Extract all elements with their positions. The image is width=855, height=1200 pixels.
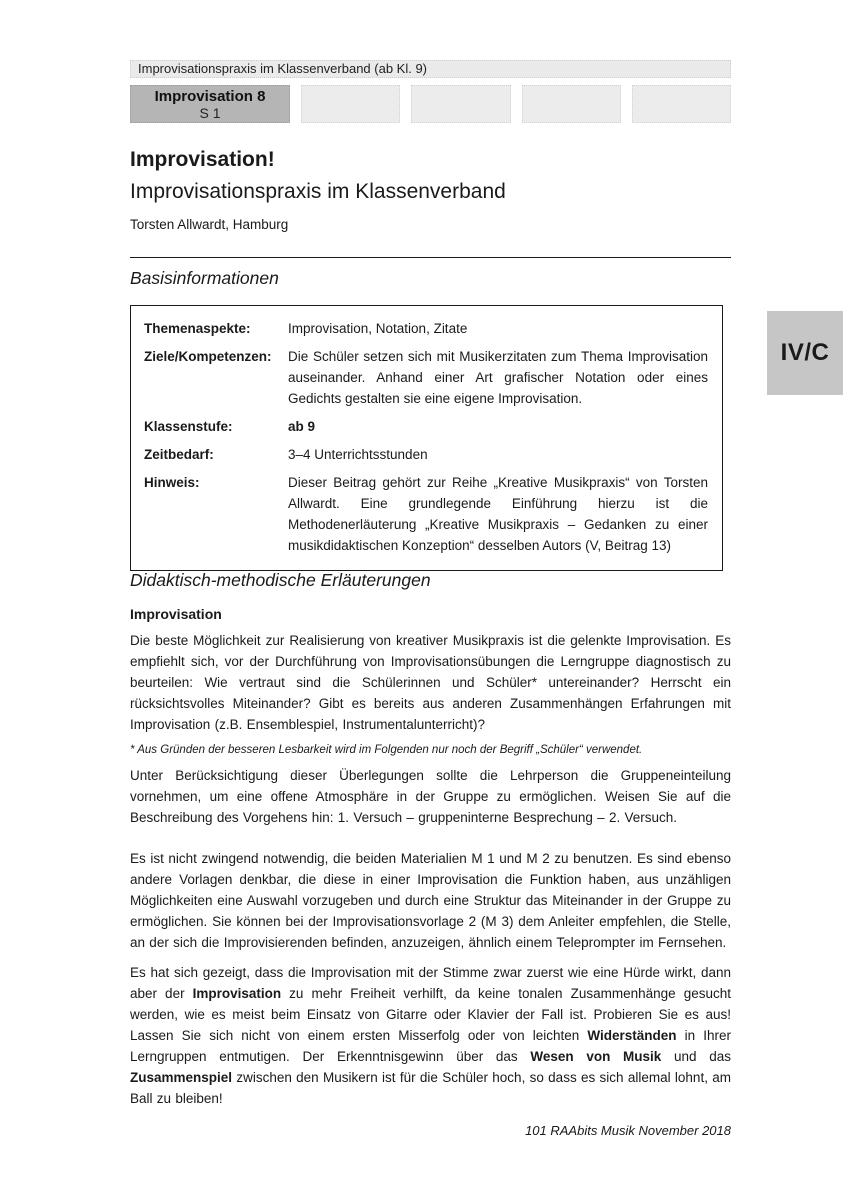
paragraph-4-segment: und das xyxy=(661,1049,731,1064)
footnote: * Aus Gründen der besseren Lesbarkeit wird im Folgenden nur noch der Begriff „Schüler“ verwendet. xyxy=(130,744,643,756)
row-value-zeitbedarf: 3–4 Unterrichtsstunden xyxy=(288,447,428,462)
tab-page-number: S 1 xyxy=(199,104,221,121)
basisinfo-heading: Basisinformationen xyxy=(130,268,279,288)
tab-empty-2 xyxy=(411,85,510,123)
paragraph-4 xyxy=(130,962,731,1109)
improvisation-subheading: Improvisation xyxy=(130,606,222,622)
paragraph-4-segment: Es hat sich gezeigt, dass die Improvisation mit der Stimme zwar zuerst wie eine Hürde wirkt, dann aber der xyxy=(130,965,731,1001)
tab-title: Improvisation 8 xyxy=(154,87,266,105)
tab-empty-4 xyxy=(632,85,731,123)
paragraph-4-bold-widerstaenden: Widerständen xyxy=(587,1028,677,1043)
tab-empty-1 xyxy=(301,85,400,123)
row-value-hinweis: Dieser Beitrag gehört zur Reihe „Kreative Musikpraxis“ von Torsten Allwardt. Eine grundlegende Einführung hierzu ist die Methodenerläuterung „Kreative Musikpraxis – Gedanken zu einer musikdidaktischen Konzeption“ desselben Autors (V, Beitrag 13) xyxy=(288,475,708,553)
section-side-tab-label: IV/C xyxy=(780,339,830,366)
row-label-hinweis: Hinweis: xyxy=(144,475,200,490)
row-label-zeitbedarf: Zeitbedarf: xyxy=(144,447,214,462)
series-header-bar xyxy=(130,60,731,78)
row-label-klassenstufe: Klassenstufe: xyxy=(144,419,233,434)
section-side-tab xyxy=(767,311,843,395)
material-tab-row xyxy=(130,85,731,123)
paragraph-4-segment: in Ihrer Lerngruppen entmutigen. Der Erkenntnisgewinn über das xyxy=(130,1028,731,1064)
row-label-ziele: Ziele/Kompetenzen: xyxy=(144,349,272,364)
document-title: Improvisation! xyxy=(130,148,275,171)
paragraph-4-bold-improvisation: Improvisation xyxy=(192,986,282,1001)
row-value-klassenstufe: ab 9 xyxy=(288,419,316,434)
document-subtitle: Improvisationspraxis im Klassenverband xyxy=(130,180,506,203)
row-value-ziele: Die Schüler setzen sich mit Musikerzitaten zum Thema Improvisation auseinander. Anhand einer Art grafischer Notation oder eines Gedichts gestalten sie eine eigene Improvisation. xyxy=(288,349,708,406)
paragraph-4-bold-zusammenspiel: Zusammenspiel xyxy=(130,1070,233,1085)
row-label-themenaspekte: Themenaspekte: xyxy=(144,321,251,336)
paragraph-2: Unter Berücksichtigung dieser Überlegungen sollte die Lehrperson die Gruppeneinteilung vornehmen, um eine offene Atmosphäre in der Gruppe zu ermöglichen. Weisen Sie auf die Beschreibung des Vorgehens hin: 1. Versuch – gruppeninterne Besprechung – 2. Versuch. xyxy=(130,768,731,825)
author-line: Torsten Allwardt, Hamburg xyxy=(130,217,289,232)
tab-empty-3 xyxy=(522,85,621,123)
row-value-themenaspekte: Improvisation, Notation, Zitate xyxy=(288,321,468,336)
horizontal-rule xyxy=(130,257,731,258)
paragraph-4-segment: zwischen den Musikern ist für die Schüler hoch, so dass es sich allemal lohnt, am Ball zu bleiben! xyxy=(130,1070,731,1106)
didaktik-heading: Didaktisch-methodische Erläuterungen xyxy=(130,570,431,590)
paragraph-3: Es ist nicht zwingend notwendig, die beiden Materialien M 1 und M 2 zu benutzen. Es sind ebenso andere Vorlagen denkbar, die diese in einer Improvisation die Funktion haben, aus unzähligen Möglichkeiten eine Auswahl vorzugeben und durch eine Struktur das Miteinander in der Gruppe zu ermöglichen. Sie können bei der Improvisationsvorlage 2 (M 3) dem Anleiter empfehlen, die Stelle, an der sich die Improvisierenden befinden, anzuzeigen, ähnlich einem Teleprompter im Fernsehen. xyxy=(130,851,731,950)
series-header-text: Improvisationspraxis im Klassenverband (ab Kl. 9) xyxy=(138,61,428,76)
basisinfo-table xyxy=(130,305,723,571)
paragraph-4-bold-wesen-von-musik: Wesen von Musik xyxy=(530,1049,662,1064)
page-footer: 101 RAAbits Musik November 2018 xyxy=(525,1123,731,1138)
paragraph-4-segment: zu mehr Freiheit verhilft, da keine tonalen Zusammenhänge gesucht werden, wie es meist beim Einsatz von Gitarre oder Klavier der Fall ist. Probieren Sie es aus! Lassen Sie sich nicht von einem ersten Misserfolg oder von leichten xyxy=(130,986,731,1043)
tab-improvisation-8 xyxy=(130,85,290,123)
paragraph-1: Die beste Möglichkeit zur Realisierung von kreativer Musikpraxis ist die gelenkte Improvisation. Es empfiehlt sich, vor der Durchführung von Improvisationsübungen die Lerngruppe diagnostisch zu beurteilen: Wie vertraut sind die Schülerinnen und Schüler* untereinander? Herrscht ein rücksichtsvolles Miteinander? Gibt es bereits aus anderen Zusammenhängen Erfahrungen mit Improvisation (z.B. Ensemblespiel, Instrumentalunterricht)? xyxy=(130,633,731,732)
